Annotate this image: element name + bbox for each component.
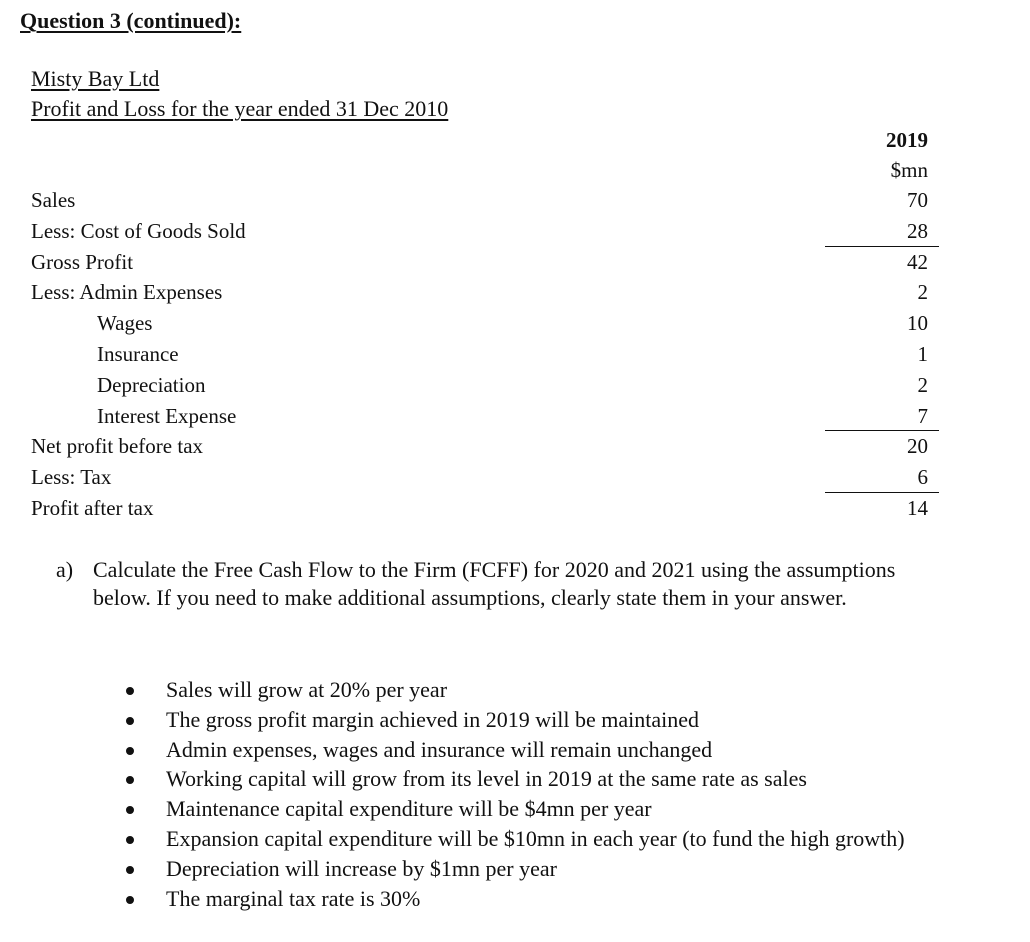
question-letter: a) <box>56 557 74 582</box>
bullet-icon <box>126 747 134 755</box>
question-text: Calculate the Free Cash Flow to the Firm (FCFF) for 2020 and 2021 using the assumptions below. If you need to make additional assumptions, clearly state them in your answer. <box>93 557 896 610</box>
bullet-icon <box>126 717 134 725</box>
row-value: 2 <box>917 280 928 305</box>
row-value: 70 <box>907 188 928 212</box>
question-heading: Question 3 (continued): <box>20 8 242 33</box>
row-insurance <box>31 339 928 370</box>
row-depreciation <box>31 370 928 401</box>
bullet-icon <box>126 866 134 874</box>
row-wages <box>31 308 928 339</box>
bullet-icon <box>126 687 134 695</box>
assumption-text: Maintenance capital expenditure will be $4mn per year <box>166 796 652 822</box>
row-sales <box>31 185 928 216</box>
row-label: Insurance <box>97 341 179 366</box>
assumption-text: Admin expenses, wages and insurance will remain unchanged <box>166 736 713 762</box>
bullet-icon <box>126 776 134 784</box>
list-item <box>124 825 940 853</box>
list-item <box>124 676 940 704</box>
row-value: 28 <box>907 218 928 243</box>
list-item <box>124 765 940 793</box>
row-label: Profit after tax <box>31 495 154 520</box>
row-value: 6 <box>917 465 928 490</box>
row-gross-profit <box>31 247 928 278</box>
row-net-profit-before-tax <box>31 431 928 462</box>
assumption-text: The marginal tax rate is 30% <box>166 885 421 911</box>
row-admin-expenses <box>31 277 928 308</box>
row-label: Less: Admin Expenses <box>31 280 223 305</box>
row-value: 1 <box>917 341 928 366</box>
list-item <box>124 855 940 883</box>
list-item <box>124 706 940 734</box>
row-label: Net profit before tax <box>31 434 204 459</box>
row-cost-of-goods-sold <box>31 216 928 247</box>
bullet-icon <box>126 836 134 844</box>
row-label: Gross Profit <box>31 249 134 274</box>
row-value: 14 <box>907 495 928 520</box>
assumption-text: Working capital will grow from its level in 2019 at the same rate as sales <box>166 766 807 792</box>
question-part-a <box>56 556 936 612</box>
row-label: Less: Cost of Goods Sold <box>31 218 246 243</box>
assumption-text: Sales will grow at 20% per year <box>166 677 448 702</box>
row-value: 10 <box>907 311 928 336</box>
row-value: 20 <box>907 434 928 459</box>
profit-loss-table <box>31 185 928 524</box>
list-item <box>124 795 940 823</box>
list-item <box>124 736 940 764</box>
assumption-text: Expansion capital expenditure will be $10mn in each year (to fund the high growth) <box>166 825 905 851</box>
row-value: 2 <box>917 372 928 397</box>
row-value: 42 <box>907 249 928 274</box>
statement-title: Profit and Loss for the year ended 31 Dec 2010 <box>31 96 449 121</box>
column-year-header: 2019 <box>886 128 928 152</box>
assumption-text: The gross profit margin achieved in 2019 will be maintained <box>166 706 699 732</box>
assumption-text: Depreciation will increase by $1mn per year <box>166 855 557 881</box>
row-label: Wages <box>97 311 153 336</box>
bullet-icon <box>126 806 134 814</box>
list-item <box>124 885 940 913</box>
column-unit-header: $mn <box>890 158 928 182</box>
bullet-icon <box>126 896 134 904</box>
company-name: Misty Bay Ltd <box>31 66 160 91</box>
row-profit-after-tax <box>31 493 928 524</box>
assumptions-list <box>124 676 940 914</box>
row-label: Depreciation <box>97 372 206 397</box>
row-label: Less: Tax <box>31 465 112 490</box>
row-interest-expense <box>31 401 928 432</box>
row-label: Sales <box>31 188 76 212</box>
row-value: 7 <box>917 403 928 428</box>
row-label: Interest Expense <box>97 403 237 428</box>
row-tax <box>31 462 928 493</box>
